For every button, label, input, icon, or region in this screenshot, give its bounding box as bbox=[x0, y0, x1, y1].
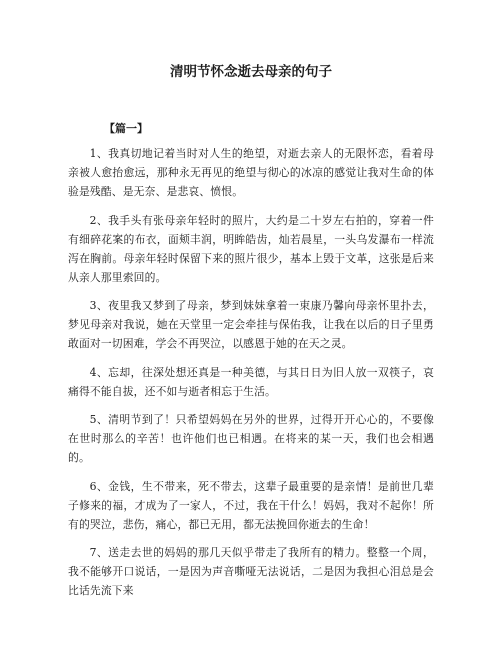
paragraph-2: 2、我手头有张母亲年轻时的照片，大约是二十岁左右拍的，穿着一件有细碎花案的布衣，面颊丰润，明眸皓齿，灿若晨星，一头乌发瀑布一样流泻在胸前。母亲年轻时保留下来的照片很少，基本上毁于文革，这张是后来从亲人那里索回的。 bbox=[68, 213, 434, 284]
document-body bbox=[68, 144, 434, 610]
section-label: 【篇一】 bbox=[104, 122, 148, 135]
paragraph-7: 7、送走去世的妈妈的那几天似乎带走了我所有的精力。整整一个周，我不能够开口说话，一是因为声音嘶哑无法说话，二是因为我担心泪总是会比话先流下来 bbox=[68, 546, 434, 597]
paragraph-4: 4、忘却，往深处想还真是一种美德，与其日日为旧人放一双筷子，哀痛得不能自拔，还不如与逝者相忘于生活。 bbox=[68, 365, 434, 398]
paragraph-6: 6、金钱，生不带来，死不带去，这辈子最重要的是亲情！是前世几辈子修来的福，才成为了一家人，不过，我在干什么！妈妈，我对不起你！所有的哭泣，悲伤，痛心，都已无用，都无法挽回你逝去的生命！ bbox=[68, 479, 434, 531]
paragraph-1: 1、我真切地记着当时对人生的绝望，对逝去亲人的无限怀恋，看着母亲被人愈抬愈远，那种永无再见的绝望与彻心的冰凉的感觉让我对生命的体验是残酷、是无奈、是悲哀、愤恨。 bbox=[68, 147, 434, 198]
paragraph-5: 5、清明节到了！只希望妈妈在另外的世界，过得开开心心的，不要像在世时那么的辛苦！也许他们也已相遇。在将来的某一天，我们也会相遇的。 bbox=[68, 413, 434, 464]
paragraph-3: 3、夜里我又梦到了母亲，梦到妹妹拿着一束康乃馨向母亲怀里扑去，梦见母亲对我说，她在天堂里一定会牵挂与保佑我，让我在以后的日子里勇敢面对一切困难，学会不再哭泣，以感恩于她的在天之灵。 bbox=[68, 299, 434, 350]
document-title: 清明节怀念逝去母亲的句子 bbox=[170, 64, 332, 80]
